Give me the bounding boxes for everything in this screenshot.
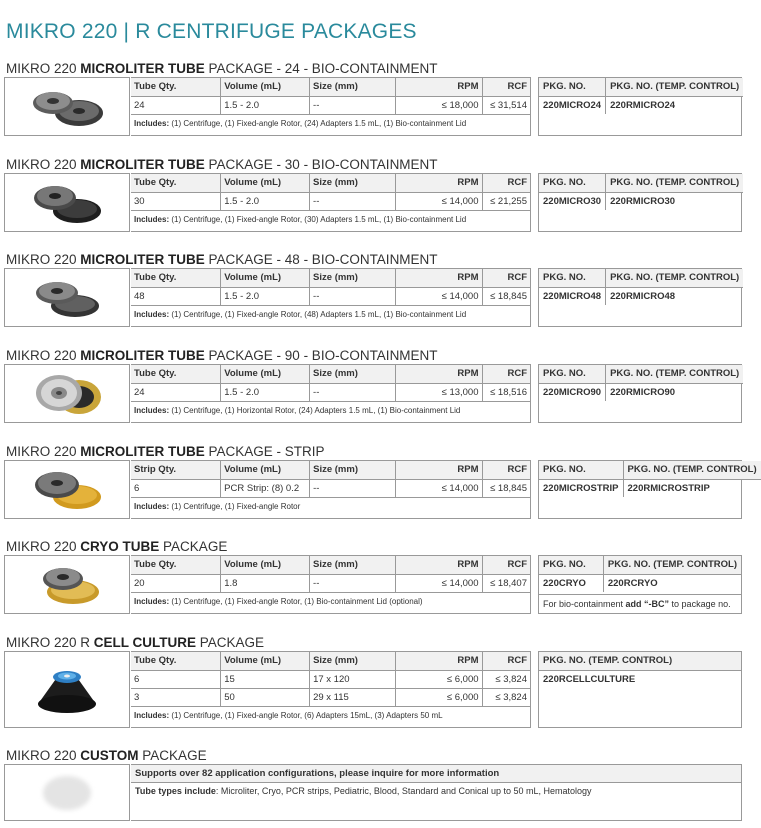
cell: 3 (131, 688, 221, 706)
spec-table (131, 460, 531, 519)
rotor-image (29, 371, 105, 417)
col-header: Size (mm) (310, 461, 396, 479)
cell: 24 (131, 383, 221, 401)
cell: 1.5 - 2.0 (221, 192, 310, 210)
package-title: MIKRO 220 MICROLITER TUBE PACKAGE - 90 - BIO-CONTAINMENT (6, 348, 438, 363)
col-header: RCF (482, 365, 530, 383)
cell: ≤ 3,824 (482, 688, 530, 706)
package-number-temp: 220RCRYO (607, 577, 658, 589)
product-image-custom (4, 764, 130, 821)
package-micro-90 (4, 348, 742, 423)
cell: 48 (131, 287, 221, 305)
bio-containment-note: For bio-containment add “-BC” to package no. (539, 594, 741, 613)
cell: ≤ 18,407 (482, 574, 530, 592)
cell: ≤ 6,000 (395, 670, 482, 688)
cell: 17 x 120 (310, 670, 396, 688)
includes-text: Includes: (1) Centrifuge, (1) Fixed-angle Rotor, (30) Adapters 1.5 mL, (1) Bio-containment Lid (134, 214, 467, 224)
package-micro-30 (4, 157, 742, 232)
cell: ≤ 3,824 (482, 670, 530, 688)
includes-text: Includes: (1) Centrifuge, (1) Fixed-angle Rotor, (6) Adapters 15mL, (3) Adapters 50 mL (134, 710, 443, 720)
cell: ≤ 14,000 (395, 287, 482, 305)
cell: 1.8 (221, 574, 310, 592)
cell: ≤ 6,000 (395, 688, 482, 706)
package-micro-strip (4, 444, 757, 519)
cell: ≤ 18,000 (395, 96, 482, 114)
spec-table (131, 268, 531, 327)
col-header: Size (mm) (310, 556, 396, 574)
rotor-image (27, 85, 107, 129)
page-title: MIKRO 220 | R CENTRIFUGE PACKAGES (6, 20, 417, 43)
col-header: RCF (482, 461, 530, 479)
cell: 6 (131, 670, 221, 688)
cell: -- (310, 574, 396, 592)
col-header: Volume (mL) (221, 556, 310, 574)
cell: ≤ 14,000 (395, 574, 482, 592)
custom-info (131, 764, 742, 821)
package-number-table (538, 651, 742, 728)
col-header: Volume (mL) (221, 461, 310, 479)
col-header: PKG. NO. (539, 174, 606, 192)
package-number-temp: 220RMICRO48 (610, 290, 676, 302)
includes-text: Includes: (1) Centrifuge, (1) Fixed-angle Rotor (134, 501, 301, 511)
col-header: PKG. NO. (539, 461, 623, 479)
col-header: RCF (482, 78, 530, 96)
col-header: RPM (395, 365, 482, 383)
cell: 15 (221, 670, 310, 688)
cell: -- (310, 383, 396, 401)
package-number-temp: 220RCELLCULTURE (543, 673, 636, 685)
cell: PCR Strip: (8) 0.2 (221, 479, 310, 497)
cell: ≤ 18,516 (482, 383, 530, 401)
col-header: Tube Qty. (131, 556, 221, 574)
col-header: PKG. NO. (TEMP. CONTROL) (606, 78, 744, 96)
col-header: Size (mm) (310, 78, 396, 96)
cell: ≤ 14,000 (395, 479, 482, 497)
package-number-table (538, 555, 742, 614)
col-header: Strip Qty. (131, 461, 221, 479)
cell: -- (310, 96, 396, 114)
cell: 1.5 - 2.0 (221, 383, 310, 401)
col-header: PKG. NO. (TEMP. CONTROL) (539, 652, 741, 670)
col-header: RPM (395, 78, 482, 96)
package-number: 220CRYO (539, 574, 603, 592)
cell: 24 (131, 96, 221, 114)
cell: 30 (131, 192, 221, 210)
col-header: Volume (mL) (221, 269, 310, 287)
col-header: Tube Qty. (131, 78, 221, 96)
package-number-temp: 220RMICRO30 (610, 195, 676, 207)
spec-table (131, 77, 531, 136)
cell: -- (310, 287, 396, 305)
col-header: Volume (mL) (221, 652, 310, 670)
col-header: RCF (482, 174, 530, 192)
cell: -- (310, 192, 396, 210)
col-header: Tube Qty. (131, 652, 221, 670)
cell: -- (310, 479, 396, 497)
includes-text: Includes: (1) Centrifuge, (1) Fixed-angle Rotor, (24) Adapters 1.5 mL, (1) Bio-containment Lid (134, 118, 467, 128)
col-header: Tube Qty. (131, 269, 221, 287)
includes-text: Includes: (1) Centrifuge, (1) Horizontal Rotor, (24) Adapters 1.5 mL, (1) Bio-containment Lid (134, 405, 461, 415)
col-header: Volume (mL) (221, 78, 310, 96)
package-micro-48 (4, 252, 742, 327)
package-number-table (538, 460, 757, 519)
spec-table (131, 364, 531, 423)
col-header: PKG. NO. (539, 269, 606, 287)
spec-table (131, 173, 531, 232)
col-header: PKG. NO. (539, 78, 606, 96)
package-title: MIKRO 220 MICROLITER TUBE PACKAGE - STRIP (6, 444, 325, 459)
product-image-cryo-rotor (4, 555, 130, 614)
product-image-fixed-rotor (4, 268, 130, 327)
package-number-table (538, 173, 742, 232)
cell: 20 (131, 574, 221, 592)
package-number-table (538, 268, 742, 327)
rotor-image (27, 562, 107, 608)
package-title: MIKRO 220 MICROLITER TUBE PACKAGE - 48 - BIO-CONTAINMENT (6, 252, 438, 267)
col-header: Tube Qty. (131, 174, 221, 192)
cell: ≤ 31,514 (482, 96, 530, 114)
tube-types-line: Tube types include: Microliter, Cryo, PCR strips, Pediatric, Blood, Standard and Conical up to 50 mL, Hematology (135, 786, 592, 796)
col-header: PKG. NO. (539, 365, 606, 383)
package-title: MIKRO 220 CUSTOM PACKAGE (6, 748, 207, 763)
col-header: RCF (482, 652, 530, 670)
product-image-fixed-rotor (4, 173, 130, 232)
col-header: RCF (482, 269, 530, 287)
rotor-image (27, 467, 107, 513)
package-number-table (538, 77, 742, 136)
col-header: PKG. NO. (539, 556, 603, 574)
cell: 50 (221, 688, 310, 706)
col-header: PKG. NO. (TEMP. CONTROL) (606, 269, 744, 287)
col-header: RPM (395, 174, 482, 192)
col-header: PKG. NO. (TEMP. CONTROL) (603, 556, 741, 574)
col-header: Volume (mL) (221, 174, 310, 192)
col-header: Tube Qty. (131, 365, 221, 383)
package-number-temp: 220RMICRO90 (610, 386, 676, 398)
cell: ≤ 18,845 (482, 479, 530, 497)
includes-text: Includes: (1) Centrifuge, (1) Fixed-angle Rotor, (1) Bio-containment Lid (optional) (134, 596, 423, 606)
package-number: 220MICRO90 (539, 383, 606, 401)
col-header: Size (mm) (310, 652, 396, 670)
col-header: Volume (mL) (221, 365, 310, 383)
cell: ≤ 21,255 (482, 192, 530, 210)
custom-info-line: Supports over 82 application configurations, please inquire for more information (131, 765, 741, 783)
product-image-fixed-rotor (4, 77, 130, 136)
col-header: PKG. NO. (TEMP. CONTROL) (623, 461, 761, 479)
rotor-image (27, 181, 107, 225)
col-header: RCF (482, 556, 530, 574)
col-header: Size (mm) (310, 269, 396, 287)
col-header: RPM (395, 269, 482, 287)
package-number-temp: 220RMICRO24 (610, 99, 676, 111)
product-image-strip-rotor (4, 460, 130, 519)
package-title: MIKRO 220 MICROLITER TUBE PACKAGE - 24 - BIO-CONTAINMENT (6, 61, 438, 76)
spec-table (131, 651, 531, 728)
cell: 1.5 - 2.0 (221, 96, 310, 114)
package-title: MIKRO 220 MICROLITER TUBE PACKAGE - 30 - BIO-CONTAINMENT (6, 157, 438, 172)
rotor-image (27, 276, 107, 320)
package-number-temp: 220RMICROSTRIP (627, 482, 710, 494)
blurred-rotor-image (37, 771, 97, 815)
cell: 1.5 - 2.0 (221, 287, 310, 305)
package-number: 220MICRO48 (539, 287, 606, 305)
package-cell-culture (4, 635, 742, 728)
col-header: Size (mm) (310, 174, 396, 192)
product-image-cell-culture-rotor (4, 651, 130, 728)
rotor-image (32, 664, 102, 716)
cell: 6 (131, 479, 221, 497)
includes-text: Includes: (1) Centrifuge, (1) Fixed-angle Rotor, (48) Adapters 1.5 mL, (1) Bio-containment Lid (134, 309, 467, 319)
package-title: MIKRO 220 R CELL CULTURE PACKAGE (6, 635, 265, 650)
cell: ≤ 14,000 (395, 192, 482, 210)
package-number: 220MICROSTRIP (539, 479, 623, 497)
package-number-table (538, 364, 742, 423)
col-header: RPM (395, 461, 482, 479)
spec-table (131, 555, 531, 614)
package-cryo (4, 539, 742, 614)
col-header: RPM (395, 652, 482, 670)
cell: 29 x 115 (310, 688, 396, 706)
package-number: 220MICRO24 (539, 96, 606, 114)
package-custom (4, 748, 742, 821)
product-image-horizontal-rotor (4, 364, 130, 423)
col-header: PKG. NO. (TEMP. CONTROL) (606, 174, 744, 192)
package-title: MIKRO 220 CRYO TUBE PACKAGE (6, 539, 228, 554)
col-header: Size (mm) (310, 365, 396, 383)
cell: ≤ 13,000 (395, 383, 482, 401)
package-number: 220MICRO30 (539, 192, 606, 210)
col-header: RPM (395, 556, 482, 574)
cell: ≤ 18,845 (482, 287, 530, 305)
col-header: PKG. NO. (TEMP. CONTROL) (606, 365, 744, 383)
package-micro-24 (4, 61, 742, 136)
